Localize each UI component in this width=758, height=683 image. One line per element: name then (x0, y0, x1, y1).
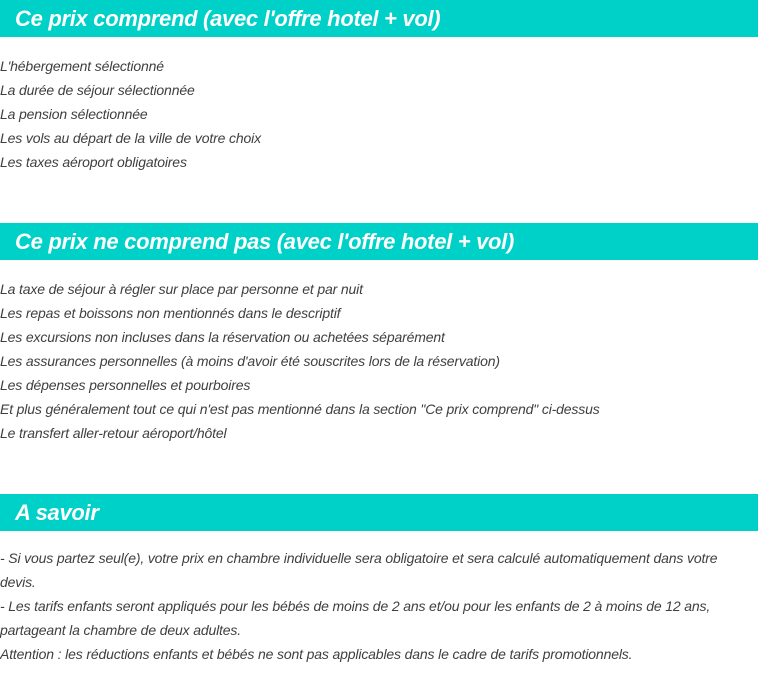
list-item: Les dépenses personnelles et pourboires (0, 377, 251, 393)
list-item: La pension sélectionnée (0, 106, 148, 122)
excluded-title: Ce prix ne comprend pas (avec l'offre hotel + vol) (15, 228, 515, 254)
list-item: Les repas et boissons non mentionnés dans le descriptif (0, 305, 341, 321)
to-know-content (0, 531, 758, 666)
included-header (0, 0, 758, 37)
included-section (0, 0, 758, 174)
to-know-header (0, 494, 758, 531)
list-item: Les vols au départ de la ville de votre choix (0, 130, 261, 146)
list-item: Les taxes aéroport obligatoires (0, 154, 187, 170)
excluded-section (0, 223, 758, 445)
included-title: Ce prix comprend (avec l'offre hotel + vol) (15, 5, 441, 31)
list-item: La durée de séjour sélectionnée (0, 82, 195, 98)
list-item: Les assurances personnelles (à moins d'avoir été souscrites lors de la réservation) (0, 353, 500, 369)
to-know-title: A savoir (15, 499, 99, 525)
list-item: La taxe de séjour à régler sur place par personne et par nuit (0, 281, 363, 297)
info-paragraph: Attention : les réductions enfants et bébés ne sont pas applicables dans le cadre de tarifs promotionnels. (0, 646, 633, 662)
info-paragraph: - Si vous partez seul(e), votre prix en chambre individuelle sera obligatoire et sera calculé automatiquement dans votre devis. (0, 550, 718, 590)
list-item: Et plus généralement tout ce qui n'est pas mentionné dans la section "Ce prix comprend" ci-dessus (0, 401, 600, 417)
list-item: L'hébergement sélectionné (0, 58, 164, 74)
list-item: Le transfert aller-retour aéroport/hôtel (0, 425, 227, 441)
info-paragraph: - Les tarifs enfants seront appliqués pour les bébés de moins de 2 ans et/ou pour les enfants de 2 à moins de 12 ans, partageant la chambre de deux adultes. (0, 598, 711, 638)
to-know-section (0, 494, 758, 666)
list-item: Les excursions non incluses dans la réservation ou achetées séparément (0, 329, 445, 345)
excluded-header (0, 223, 758, 260)
included-list (0, 37, 758, 174)
excluded-list (0, 260, 758, 445)
